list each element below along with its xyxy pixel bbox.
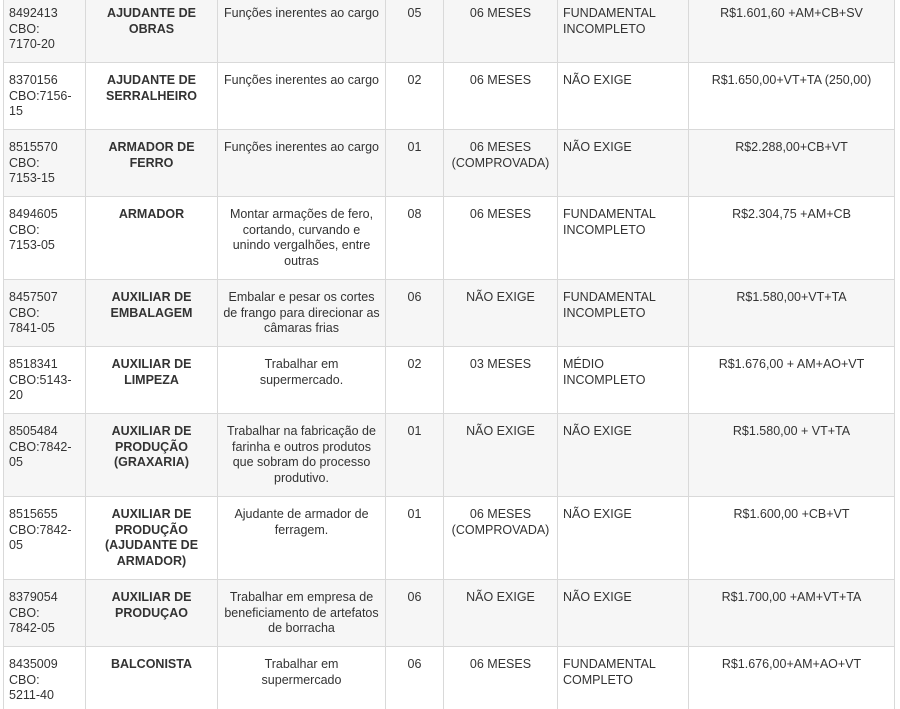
- cbo-label: CBO:7842-: [9, 439, 72, 454]
- cbo-code: 7153-15: [9, 171, 55, 185]
- education-required: FUNDAMENTAL COMPLETO: [558, 647, 689, 709]
- job-description: Trabalhar na fabricação de farinha e outros produtos que sobram do processo produtivo.: [218, 414, 386, 497]
- education-required: FUNDAMENTAL INCOMPLETO: [558, 0, 689, 63]
- vacancy-code: 8379054: [9, 590, 58, 604]
- job-description: Embalar e pesar os cortes de frango para direcionar as câmaras frias: [218, 280, 386, 347]
- education-required: NÃO EXIGE: [558, 497, 689, 580]
- job-title: ARMADOR: [86, 197, 218, 280]
- vacancy-code-cell: [4, 197, 86, 280]
- education-required: NÃO EXIGE: [558, 63, 689, 130]
- table-row: [4, 130, 895, 197]
- cbo-label: CBO:7842-: [9, 522, 72, 537]
- cbo-code: 7842-05: [9, 621, 55, 635]
- vacancy-code: 8457507: [9, 290, 58, 304]
- education-required: NÃO EXIGE: [558, 414, 689, 497]
- job-title: AJUDANTE DE SERRALHEIRO: [86, 63, 218, 130]
- job-description: Montar armações de fero, cortando, curvando e unindo vergalhões, entre outras: [218, 197, 386, 280]
- salary-benefits: R$1.700,00 +AM+VT+TA: [689, 580, 895, 647]
- vacancy-code-cell: [4, 647, 86, 709]
- job-title: AUXILIAR DE PRODUÇÃO (AJUDANTE DE ARMADOR): [86, 497, 218, 580]
- vacancy-code-cell: [4, 414, 86, 497]
- job-description: Trabalhar em empresa de beneficiamento de artefatos de borracha: [218, 580, 386, 647]
- experience-required: 06 MESES: [444, 63, 558, 130]
- cbo-label: CBO:: [9, 222, 40, 237]
- salary-benefits: R$2.288,00+CB+VT: [689, 130, 895, 197]
- table-row: [4, 63, 895, 130]
- cbo-code: 5211-40: [9, 688, 54, 702]
- cbo-label: CBO:: [9, 21, 40, 36]
- cbo-label: CBO:5143-: [9, 372, 72, 387]
- job-description: Funções inerentes ao cargo: [218, 0, 386, 63]
- vacancy-code: 8515570: [9, 140, 58, 154]
- vacancy-quantity: 06: [386, 647, 444, 709]
- job-description: Trabalhar em supermercado.: [218, 347, 386, 414]
- experience-required: 06 MESES: [444, 647, 558, 709]
- cbo-code: 20: [9, 388, 23, 402]
- vacancy-code-cell: [4, 0, 86, 63]
- job-title: AUXILIAR DE EMBALAGEM: [86, 280, 218, 347]
- vacancy-code-cell: [4, 280, 86, 347]
- job-title: AUXILIAR DE PRODUÇAO: [86, 580, 218, 647]
- vacancy-quantity: 08: [386, 197, 444, 280]
- job-title: BALCONISTA: [86, 647, 218, 709]
- table-row: [4, 0, 895, 63]
- experience-required: NÃO EXIGE: [444, 414, 558, 497]
- experience-required: 06 MESES: [444, 0, 558, 63]
- vacancy-code: 8435009: [9, 657, 58, 671]
- job-description: Trabalhar em supermercado: [218, 647, 386, 709]
- salary-benefits: R$1.580,00+VT+TA: [689, 280, 895, 347]
- salary-benefits: R$1.650,00+VT+TA (250,00): [689, 63, 895, 130]
- vacancy-quantity: 02: [386, 63, 444, 130]
- job-description: Ajudante de armador de ferragem.: [218, 497, 386, 580]
- experience-required: 06 MESES: [444, 197, 558, 280]
- table-row: [4, 497, 895, 580]
- cbo-code: 7170-20: [9, 37, 55, 51]
- vacancy-quantity: 02: [386, 347, 444, 414]
- job-vacancies-table: [3, 0, 895, 709]
- cbo-code: 05: [9, 455, 23, 469]
- vacancy-code-cell: [4, 347, 86, 414]
- experience-required: NÃO EXIGE: [444, 280, 558, 347]
- vacancy-quantity: 01: [386, 414, 444, 497]
- table-row: [4, 580, 895, 647]
- vacancy-quantity: 06: [386, 280, 444, 347]
- cbo-label: CBO:7156-: [9, 88, 72, 103]
- salary-benefits: R$1.601,60 +AM+CB+SV: [689, 0, 895, 63]
- cbo-label: CBO:: [9, 605, 40, 620]
- vacancy-code-cell: [4, 130, 86, 197]
- salary-benefits: R$2.304,75 +AM+CB: [689, 197, 895, 280]
- job-title: AUXILIAR DE LIMPEZA: [86, 347, 218, 414]
- vacancy-quantity: 06: [386, 580, 444, 647]
- cbo-label: CBO:: [9, 155, 40, 170]
- table-row: [4, 197, 895, 280]
- cbo-label: CBO:: [9, 305, 40, 320]
- education-required: MÉDIO INCOMPLETO: [558, 347, 689, 414]
- vacancy-code: 8518341: [9, 357, 58, 371]
- vacancy-code-cell: [4, 580, 86, 647]
- vacancy-quantity: 01: [386, 497, 444, 580]
- job-title: AUXILIAR DE PRODUÇÃO (GRAXARIA): [86, 414, 218, 497]
- vacancy-code: 8505484: [9, 424, 58, 438]
- vacancy-code: 8515655: [9, 507, 58, 521]
- education-required: FUNDAMENTAL INCOMPLETO: [558, 280, 689, 347]
- table-row: [4, 647, 895, 709]
- vacancy-code: 8494605: [9, 207, 58, 221]
- job-description: Funções inerentes ao cargo: [218, 63, 386, 130]
- salary-benefits: R$1.600,00 +CB+VT: [689, 497, 895, 580]
- cbo-code: 7153-05: [9, 238, 55, 252]
- education-required: NÃO EXIGE: [558, 580, 689, 647]
- experience-required: 06 MESES (COMPROVADA): [444, 497, 558, 580]
- cbo-label: CBO:: [9, 672, 40, 687]
- salary-benefits: R$1.676,00+AM+AO+VT: [689, 647, 895, 709]
- vacancy-quantity: 01: [386, 130, 444, 197]
- education-required: FUNDAMENTAL INCOMPLETO: [558, 197, 689, 280]
- table-row: [4, 347, 895, 414]
- job-title: AJUDANTE DE OBRAS: [86, 0, 218, 63]
- education-required: NÃO EXIGE: [558, 130, 689, 197]
- table-row: [4, 280, 895, 347]
- salary-benefits: R$1.580,00 + VT+TA: [689, 414, 895, 497]
- cbo-code: 7841-05: [9, 321, 55, 335]
- job-title: ARMADOR DE FERRO: [86, 130, 218, 197]
- experience-required: 06 MESES (COMPROVADA): [444, 130, 558, 197]
- vacancy-code-cell: [4, 63, 86, 130]
- vacancy-code-cell: [4, 497, 86, 580]
- vacancy-code: 8370156: [9, 73, 58, 87]
- job-description: Funções inerentes ao cargo: [218, 130, 386, 197]
- experience-required: 03 MESES: [444, 347, 558, 414]
- salary-benefits: R$1.676,00 + AM+AO+VT: [689, 347, 895, 414]
- vacancy-code: 8492413: [9, 6, 58, 20]
- experience-required: NÃO EXIGE: [444, 580, 558, 647]
- cbo-code: 15: [9, 104, 23, 118]
- cbo-code: 05: [9, 538, 23, 552]
- table-row: [4, 414, 895, 497]
- vacancy-quantity: 05: [386, 0, 444, 63]
